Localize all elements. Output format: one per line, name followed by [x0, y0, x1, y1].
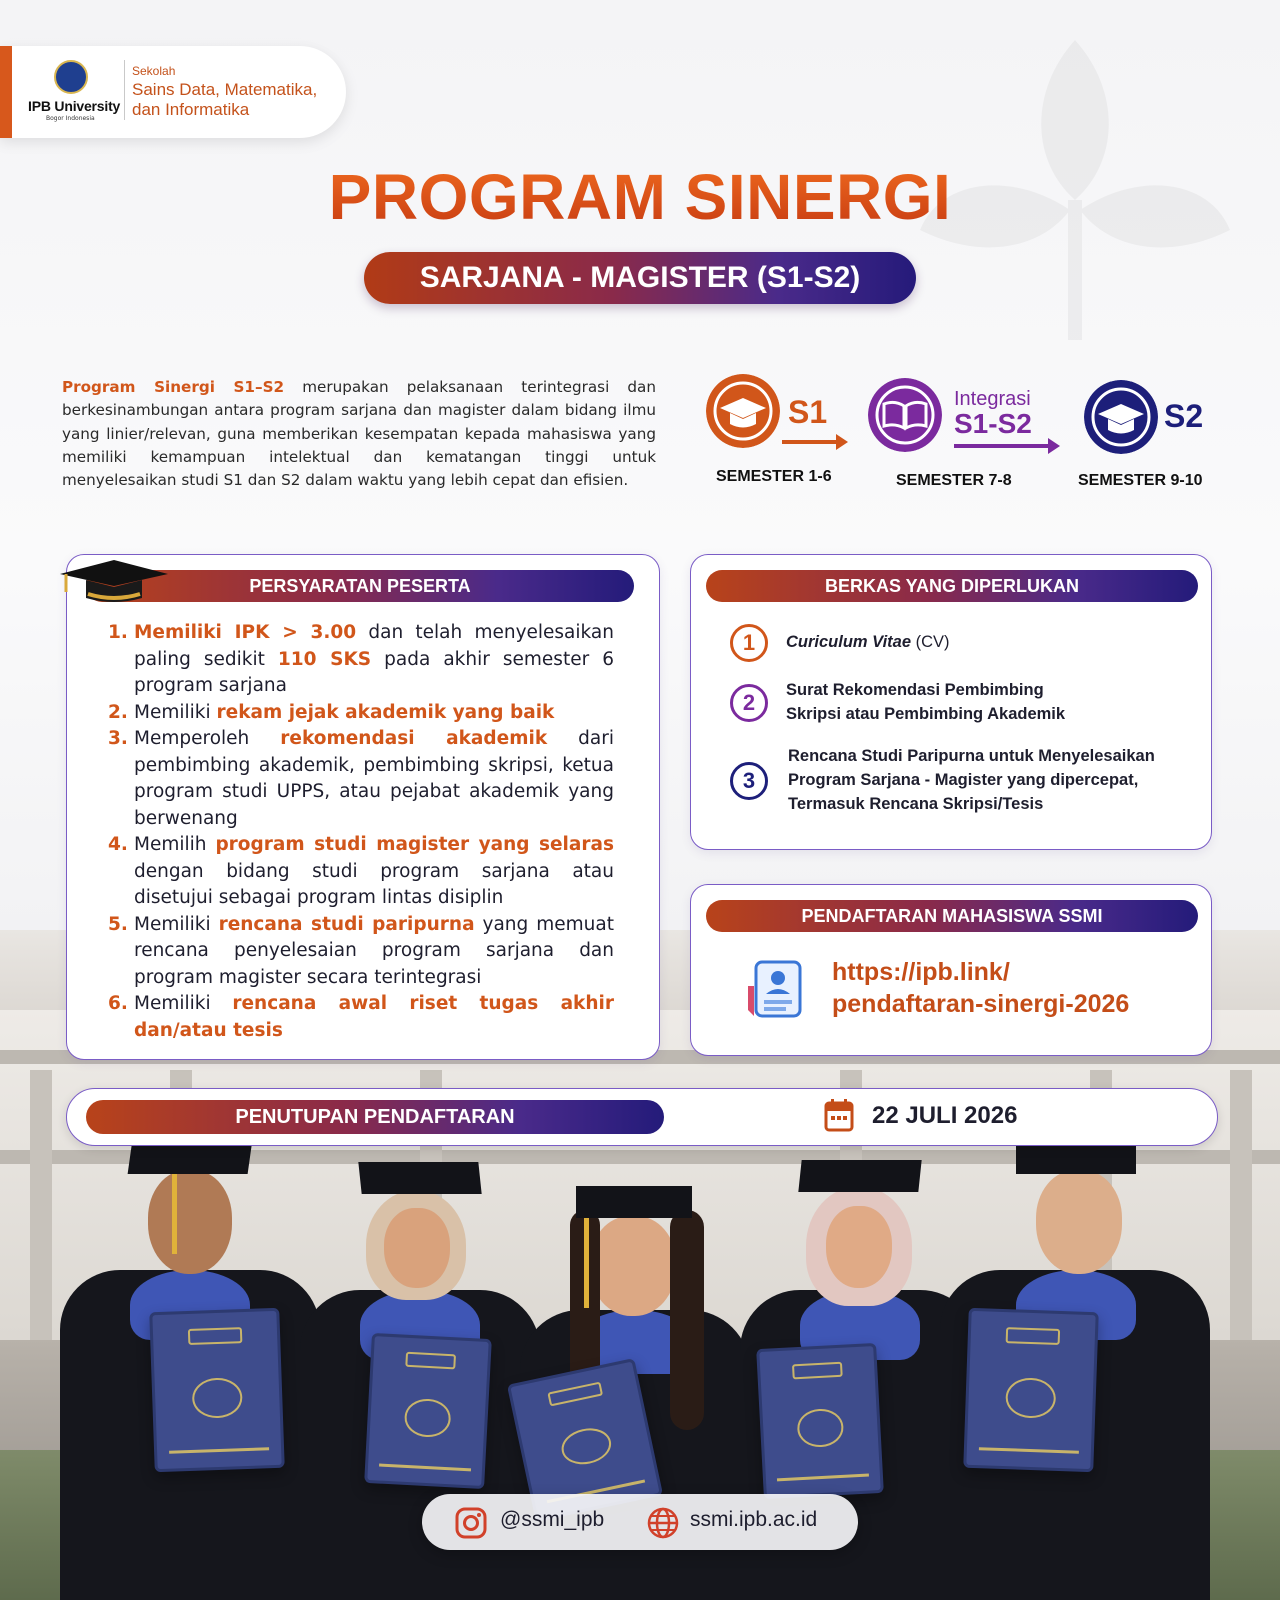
- graduate-5: [940, 1130, 1210, 1600]
- open-book-icon: [868, 378, 942, 452]
- registration-link[interactable]: https://ipb.link/ pendaftaran-sinergi-2026: [832, 958, 1130, 1018]
- document-item-2: Surat Rekomendasi Pembimbing Skripsi atau Pembimbing Akademik: [786, 681, 1066, 723]
- school-logo-card: [0, 46, 346, 138]
- timeline-badge-integrasi-top: Integrasi: [954, 388, 1031, 410]
- document-number-3: 3: [730, 762, 768, 800]
- calendar-icon: [824, 1098, 854, 1132]
- timeline-label-integrasi: SEMESTER 7-8: [896, 472, 1012, 489]
- globe-icon[interactable]: [646, 1506, 680, 1540]
- graduate-1: [60, 1130, 320, 1600]
- list-item: 6. Memiliki rencana awal riset tugas akhir dan/atau tesis: [108, 993, 614, 1041]
- list-item: 5. Memiliki rencana studi paripurna yang memuat rencana penyelesaian program sarjana dan program magister secara terintegrasi: [108, 913, 614, 988]
- list-item: 1. Memiliki IPK > 3.00 dan telah menyelesaikan paling sedikit 110 SKS pada akhir semester 6 program sarjana: [108, 622, 614, 696]
- intro-text: merupakan pelaksanaan terintegrasi dan berkesinambungan antara program sarjana dan magister dalam bidang ilmu yang linier/relevan, guna memberikan kesempatan kepada mahasiswa yang memiliki kemampuan intelektual dan kematangan tinggi untuk menyelesaikan studi S1 dan S2 dalam waktu yang lebih cepat dan efisien.: [62, 378, 656, 490]
- list-item: 2. Memiliki rekam jejak akademik yang baik: [108, 701, 555, 723]
- list-item: 4. Memilih program studi magister yang selaras dengan bidang studi program sarjana atau disetujui sebagai program lintas disiplin: [108, 834, 615, 908]
- ipb-emblem-icon: [54, 60, 88, 94]
- document-number-2: 2: [730, 684, 768, 722]
- page-title: PROGRAM SINERGI: [0, 160, 1280, 234]
- timeline-arrow-1: [782, 440, 838, 444]
- intro-paragraph: [62, 376, 656, 492]
- mortarboard-icon: [56, 556, 172, 606]
- instagram-icon[interactable]: [454, 1506, 488, 1540]
- documents-heading: BERKAS YANG DIPERLUKAN: [706, 570, 1198, 602]
- timeline-badge-s1: S1: [788, 394, 828, 430]
- requirements-list: [108, 620, 614, 1044]
- school-name-line1: Sains Data, Matematika,: [132, 80, 318, 99]
- page-subtitle: SARJANA - MAGISTER (S1-S2): [364, 252, 916, 304]
- logo-divider: [124, 60, 125, 120]
- graduation-cap-icon: [706, 374, 780, 448]
- school-name-line2: dan Informatika: [132, 100, 250, 119]
- timeline-label-s2: SEMESTER 9-10: [1078, 472, 1203, 489]
- closing-heading: PENUTUPAN PENDAFTARAN: [86, 1100, 664, 1134]
- document-item-1: Curiculum Vitae (CV): [786, 633, 950, 651]
- school-prefix: Sekolah: [132, 64, 176, 78]
- document-number-1: 1: [730, 624, 768, 662]
- graduation-cap-icon: [1084, 380, 1158, 454]
- list-item: 3. Memperoleh rekomendasi akademik dari pembimbing akademik, pembimbing skripsi, ketua program studi UPPS, atau pejabat akademik yang berwenang: [108, 728, 614, 829]
- document-item-3: Rencana Studi Paripurna untuk Menyelesaikan Program Sarjana - Magister yang dipercepat, Termasuk Rencana Skripsi/Tesis: [788, 747, 1155, 813]
- registration-heading: PENDAFTARAN MAHASISWA SSMI: [706, 900, 1198, 932]
- university-name: IPB University: [28, 98, 121, 114]
- closing-date: 22 JULI 2026: [872, 1102, 1018, 1129]
- timeline-arrow-2: [954, 444, 1050, 448]
- university-subtitle: Bogor Indonesia: [46, 115, 95, 122]
- registration-form-icon: [744, 956, 810, 1022]
- instagram-handle[interactable]: @ssmi_ipb: [500, 1508, 605, 1531]
- requirements-heading: PERSYARATAN PESERTA: [86, 570, 634, 602]
- timeline-badge-integrasi: S1-S2: [954, 408, 1032, 439]
- website-link[interactable]: ssmi.ipb.ac.id: [690, 1508, 818, 1531]
- timeline-badge-s2: S2: [1164, 398, 1204, 434]
- intro-highlight: Program Sinergi S1–S2: [62, 378, 285, 396]
- timeline-label-s1: SEMESTER 1-6: [716, 468, 832, 485]
